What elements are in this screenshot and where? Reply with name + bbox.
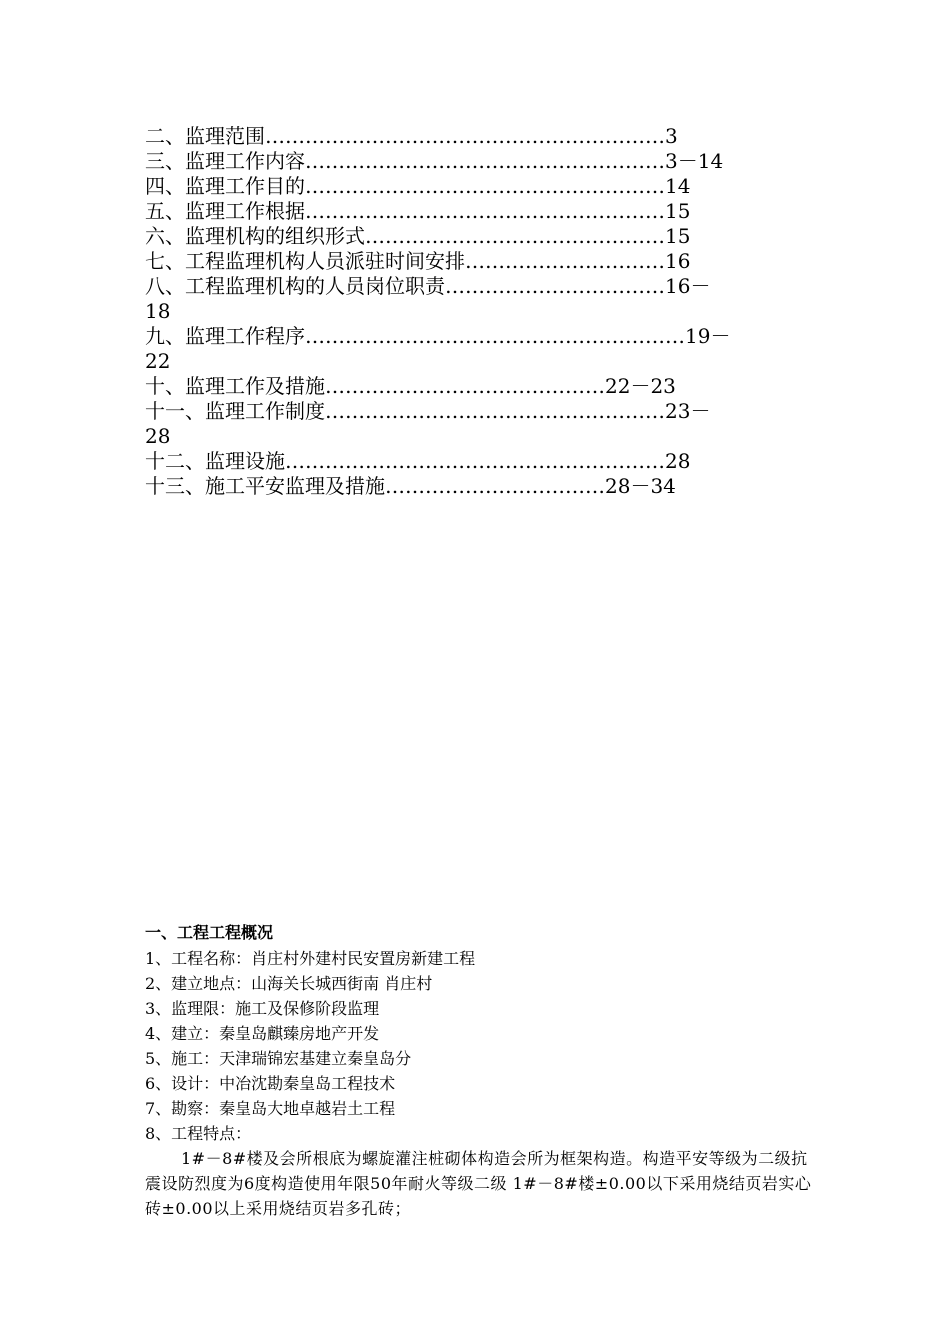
- toc-line: 七、工程监理机构人员派驻时间安排…………………………16: [145, 249, 691, 273]
- designer-line: 6、设计：中冶沈勘秦皇岛工程技术: [145, 1074, 396, 1093]
- toc-line: 三、监理工作内容………………………………………………3－14: [145, 149, 724, 173]
- survey-line: 7、勘察：秦皇岛大地卓越岩土工程: [145, 1099, 396, 1118]
- toc-line: 十一、监理工作制度……………………………………………23－: [145, 399, 711, 423]
- toc-line-continuation: 22: [145, 349, 171, 373]
- toc-line: 九、监理工作程序…………………………………………………19－: [145, 324, 731, 348]
- toc-line: 五、监理工作根据………………………………………………15: [145, 199, 691, 223]
- features-paragraph: 1#－8#楼及会所根底为螺旋灌注桩砌体构造会所为框架构造。构造平安等级为二级抗震设防烈度为6度构造使用年限50年耐火等级二级 1#－8#楼±0.00以下采用烧结页岩实心砖±0.00以上采用烧结页岩多孔砖；: [145, 1149, 812, 1218]
- project-name-line: 1、工程名称：肖庄村外建村民安置房新建工程: [145, 949, 476, 968]
- developer-line: 4、建立：秦皇岛麒臻房地产开发: [145, 1024, 380, 1043]
- toc-line: 十三、施工平安监理及措施……………………………28－34: [145, 474, 676, 498]
- toc-line: 四、监理工作目的………………………………………………14: [145, 174, 691, 198]
- toc-line-continuation: 18: [145, 299, 171, 323]
- project-overview-section: [145, 920, 815, 1221]
- contractor-line: 5、施工：天津瑞锦宏基建立秦皇岛分: [145, 1049, 412, 1068]
- supervision-scope-line: 3、监理限：施工及保修阶段监理: [145, 999, 380, 1018]
- toc-line: 八、工程监理机构的人员岗位职责……………………………16－: [145, 274, 711, 298]
- table-of-contents: [145, 124, 810, 499]
- location-line: 2、建立地点：山海关长城西街南 肖庄村: [145, 974, 433, 993]
- toc-line: 十、监理工作及措施……………………………………22－23: [145, 374, 676, 398]
- toc-line: 十二、监理设施…………………………………………………28: [145, 449, 691, 473]
- toc-line: 二、监理范围……………………………………………………3: [145, 124, 678, 148]
- section-title: 一、工程工程概况: [145, 923, 274, 942]
- toc-line: 六、监理机构的组织形式………………………………………15: [145, 224, 691, 248]
- toc-line-continuation: 28: [145, 424, 171, 448]
- features-heading: 8、工程特点：: [145, 1124, 252, 1143]
